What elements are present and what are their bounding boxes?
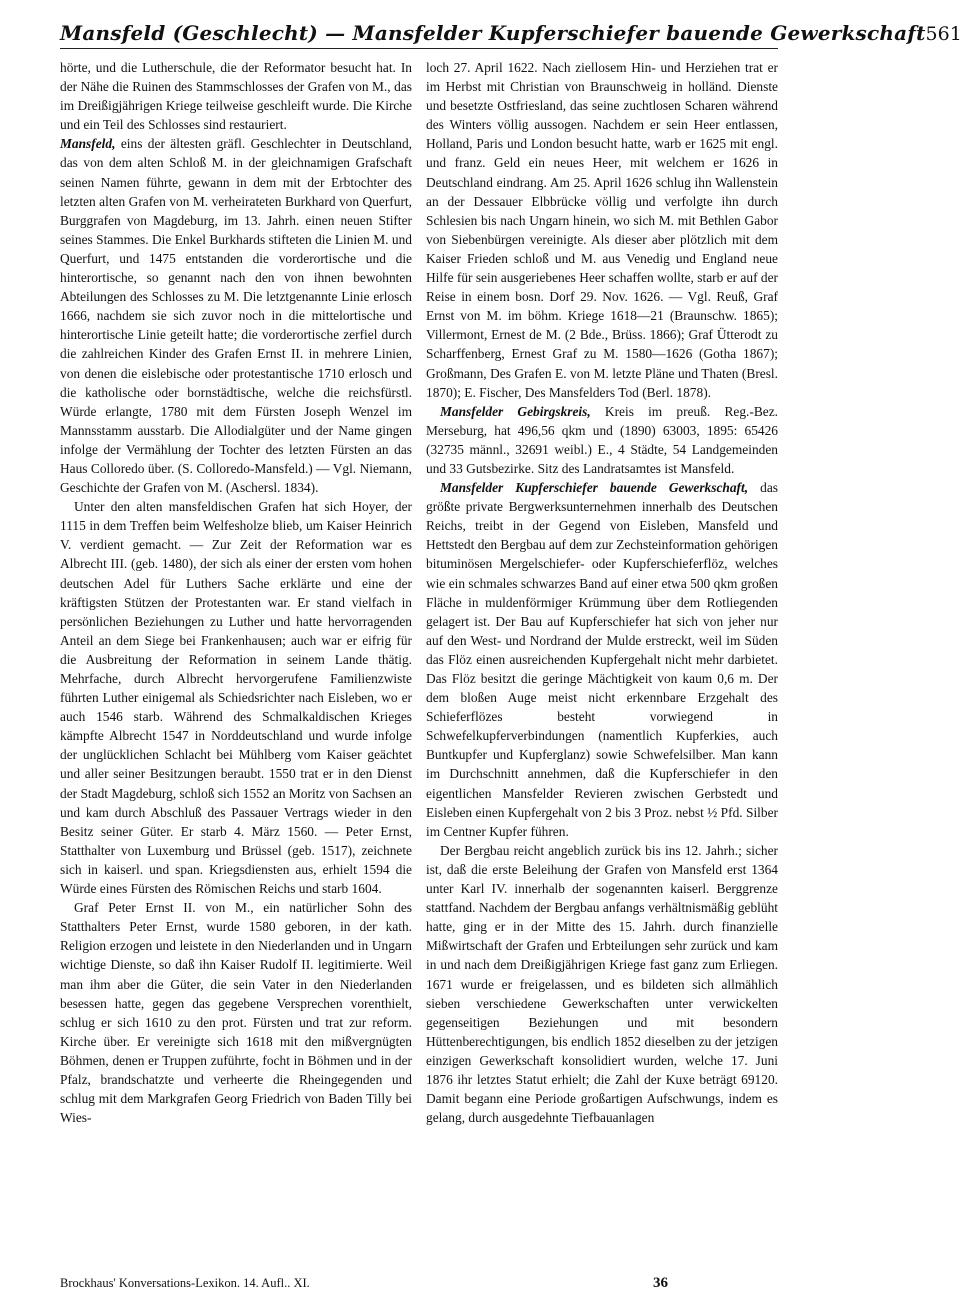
entry-text: das größte private Bergwerksunternehmen innerhalb des Deutschen Reichs, treibt in der Gegend von Eisleben, Mansfeld und Hettstedt den Bergbau auf dem zur Zechsteinformation gehörigen bituminösen Mergelschiefer- oder Kupferschieferflöz, welches wie ein schmales schwarzes Band auf einer etwa 500 qkm großen Fläche in muldenförmiger Krümmung über dem Rotliegenden gelagert ist. Der Bau auf Kupferschiefer hat sich von jeher nur auf den West- und Nordrand der Mulde erstreckt, weil im Süden das Flöz einen ausreichenden Kupfergehalt nicht mehr darbietet. Das Flöz besitzt die geringe Mächtigkeit von kaum 0,6 m. Der dem bloßen Auge meist nicht erkennbare Erzgehalt des Schieferflözes besteht vorwiegend in Schwefelkupferverbindungen (namentlich Kupferkies, auch Buntkupfer und Kupferglanz) sowie Schwefelsilber. Man kann im Durchschnitt annehmen, daß die Kupferschiefer in den eigentlichen Mansfelder Revieren zwischen Gerbstedt und Eisleben einen Kupfergehalt von 2 bis 3 Proz. nebst ½ Pfd. Silber im Centner Kupfer führen. (426, 480, 778, 839)
entry-text: eins der ältesten gräfl. Geschlechter in Deutschland, das von dem alten Schloß M. in der gleichnamigen Grafschaft seinen Namen führte, gewann in dem mit der Erbtochter des letzten alten Grafen von M. verheirateten Burkhard von Querfurt, Burggrafen von Magdeburg, im 13. Jahrh. einen neuen Stifter seines Stammes. Die Enkel Burkhards stifteten die Linien M. und Querfurt, und 1475 entstanden die vorderortische und die hinterortische, so genannt nach den von ihnen bewohnten Abteilungen des Schlosses zu M. Die letztgenannte Linie erlosch 1666, nachdem sie sich zuvor noch in die mittelortische und hinterortische Linie geteilt hatte; die vorderortische zerfiel durch die zahlreichen Kinder des Grafen Ernst II. in mehrere Linien, von denen die eislebische oder protestantische 1710 erlosch und die katholische oder bornstädtische, welche die reichsfürstl. Würde erlangte, 1780 mit dem Fürsten Joseph Wenzel im Mannsstamm ausstarb. Die Allodialgüter und der Name gingen infolge der Vermählung der Tochter des letzten Fürsten an das Haus Colloredo über. (S. Colloredo-Mansfeld.) — Vgl. Niemann, Geschichte der Grafen von M. (Aschersl. 1834). (60, 136, 412, 496)
imprint-line: Brockhaus' Konversations-Lexikon. 14. Aufl.. XI. (60, 1275, 310, 1290)
paragraph: loch 27. April 1622. Nach ziellosem Hin- und Herziehen trat er im Herbst mit Christian von Braunschweig in holländ. Dienste und besetzte Ostfriesland, das seine zuchtlosen Scharen während des Winters völlig aussogen. Nachdem er sein Heer entlassen, Holland, Paris und London besucht hatte, warb er 1625 mit engl. und franz. Geld ein neues Heer, mit welchem er 1626 in Deutschland eindrang. Am 25. April 1626 schlug ihn Wallenstein an der Dessauer Elbbrücke völlig und verfolgte ihn durch Schlesien bis nach Ungarn hinein, wo sich M. mit Bethlen Gabor von Siebenbürgen vereinigte. Als dieser aber plötzlich mit dem Kaiser Frieden schloß und M. aus Venedig und England neue Hilfe für sein ausgeriebenes Heer schaffen wollte, starb er auf der Reise in einem bosn. Dorf 29. Nov. 1626. — Vgl. Reuß, Graf Ernst von M. im böhm. Kriege 1618—21 (Braunschw. 1865); Villermont, Ernest de M. (2 Bde., Brüss. 1866); Graf Ütterodt zu Scharffenberg, Ernest Graf zu M. 1580—1626 (Gotha 1867); Großmann, Des Grafen E. von M. letzte Pläne und Thaten (Bresl. 1870); E. Fischer, Des Mansfelders Tod (Berl. 1878). (426, 60, 778, 400)
headword: Mansfelder Gebirgskreis, (440, 403, 591, 419)
entry-mansfeld-geschlecht (60, 134, 412, 497)
page-footer (60, 1272, 778, 1294)
page-number: 561 (925, 23, 962, 45)
paragraph: Graf Peter Ernst II. von M., ein natürlicher Sohn des Statthalters Peter Ernst, wurde 1580 geboren, in der kath. Religion erzogen und leistete in den Niederlanden und in Ungarn wichtige Dienste, so daß ihn Kaiser Rudolf II. legitimierte. Weil man ihm aber die Güter, die sein Vater in den Niederlanden besessen hatte, gegen das gegebene Versprechen vorenthielt, schlug er sich 1610 zu den prot. Fürsten und trat zur reform. Kirche über. Er vereinigte sich 1618 mit den mißvergnügten Böhmen, denen er Truppen zuführte, focht in Böhmen und in der Pfalz, brandschatzte und verheerte die Rheingegenden und schlug mit dem Markgrafen Georg Friedrich von Baden Tilly bei Wies- (60, 900, 412, 1126)
text-columns (60, 58, 778, 1263)
headword: Mansfelder Kupferschiefer bauende Gewerkschaft, (440, 480, 749, 496)
left-column (60, 58, 412, 1263)
entry-mansfelder-gebirgskreis (426, 402, 778, 478)
running-header (60, 14, 962, 49)
right-column (426, 58, 778, 1263)
entry-mansfelder-gewerkschaft (426, 478, 778, 841)
paragraph: hörte, und die Lutherschule, die der Reformator besucht hat. In der Nähe die Ruinen des Stammschlosses der Grafen von M., das im Dreißigjährigen Kriege teilweise geschleift wurde. Die Kirche und ein Teil des Schlosses sind restauriert. (60, 60, 412, 133)
paragraph: Der Bergbau reicht angeblich zurück bis ins 12. Jahrh.; sicher ist, daß die erste Beleihung der Grafen von Mansfeld erst 1364 unter Karl IV. innerhalb der sogenannten kaiserl. Berggrenze stattfand. Nachdem der Bergbau anfangs verhältnismäßig geblüht hatte, ging er in der Mitte des 15. Jahrh. durch finanzielle Mißwirtschaft der Grafen und Erbteilungen sehr zurück und kam in und nach dem Dreißigjährigen Kriege fast ganz zum Erliegen. 1671 wurde er freigelassen, und es bildeten sich allmählich sieben verschiedene Gewerkschaften unter verwickelten gegenseitigen Beziehungen und mit besondern Hüttenberechtigungen, bis endlich 1852 dieselben zu der jetzigen einzigen Gewerkschaft konsolidiert wurden, welche 17. Juni 1876 ihr letztes Statut erhielt; die Zahl der Kuxe beträgt 69120. Damit begann eine Periode großartigen Aufschwungs, indem es gelang, durch ausgedehnte Tiefbauanlagen (426, 842, 778, 1126)
headword: Mansfeld, (60, 136, 116, 152)
running-title: Mansfeld (Geschlecht) — Mansfelder Kupferschiefer bauende Gewerkschaft (60, 21, 926, 45)
sheet-signature: 36 (653, 1274, 668, 1291)
entry-text: Kreis im preuß. Reg.-Bez. Merseburg, hat 496,56 qkm und (1890) 63003, 1895: 65426 (32735 männl., 32691 weibl.) E., 4 Städte, 54 Landgemeinden und 33 Gutsbezirke. Sitz des Landratsamtes ist Mansfeld. (426, 403, 778, 476)
paragraph: Unter den alten mansfeldischen Grafen hat sich Hoyer, der 1115 in dem Treffen beim Welfesholze blieb, um Kaiser Heinrich V. verdient gemacht. — Zur Zeit der Reformation war es Albrecht III. (geb. 1480), der sich als einer der ersten vom hohen deutschen Adel für Luthers Sache erklärte und eine der kräftigsten Stützen der Protestanten war. Er stand vielfach in persönlichen Beziehungen zu Luther und hatte hervorragenden Anteil an dem Siege bei Frankenhausen; auch war er eifrig für die Ausbreitung der Reformation in seinem Lande thätig. Mehrfache, durch Albrecht hervorgerufene Familienzwiste führten Luther einigemal als Schiedsrichter nach Eisleben, wo er auch 1546 starb. Während des Schmalkaldischen Krieges kämpfte Albrecht 1547 in Norddeutschland und wurde infolge der unglücklichen Schlacht bei Mühlberg vom Kaiser geächtet und aller seiner Besitzungen beraubt. 1550 trat er in den Dienst der Stadt Magdeburg, schloß sich 1552 an Moritz von Sachsen an und kam durch Abschluß des Passauer Vertrags wieder in den Besitz seiner Güter. Er starb 4. März 1560. — Peter Ernst, Statthalter von Luxemburg und Brüssel (geb. 1517), zeichnete sich in kaiserl. und span. Kriegsdiensten aus, erhielt 1594 die Würde eines Fürsten des Römischen Reichs und starb 1604. (60, 499, 412, 897)
